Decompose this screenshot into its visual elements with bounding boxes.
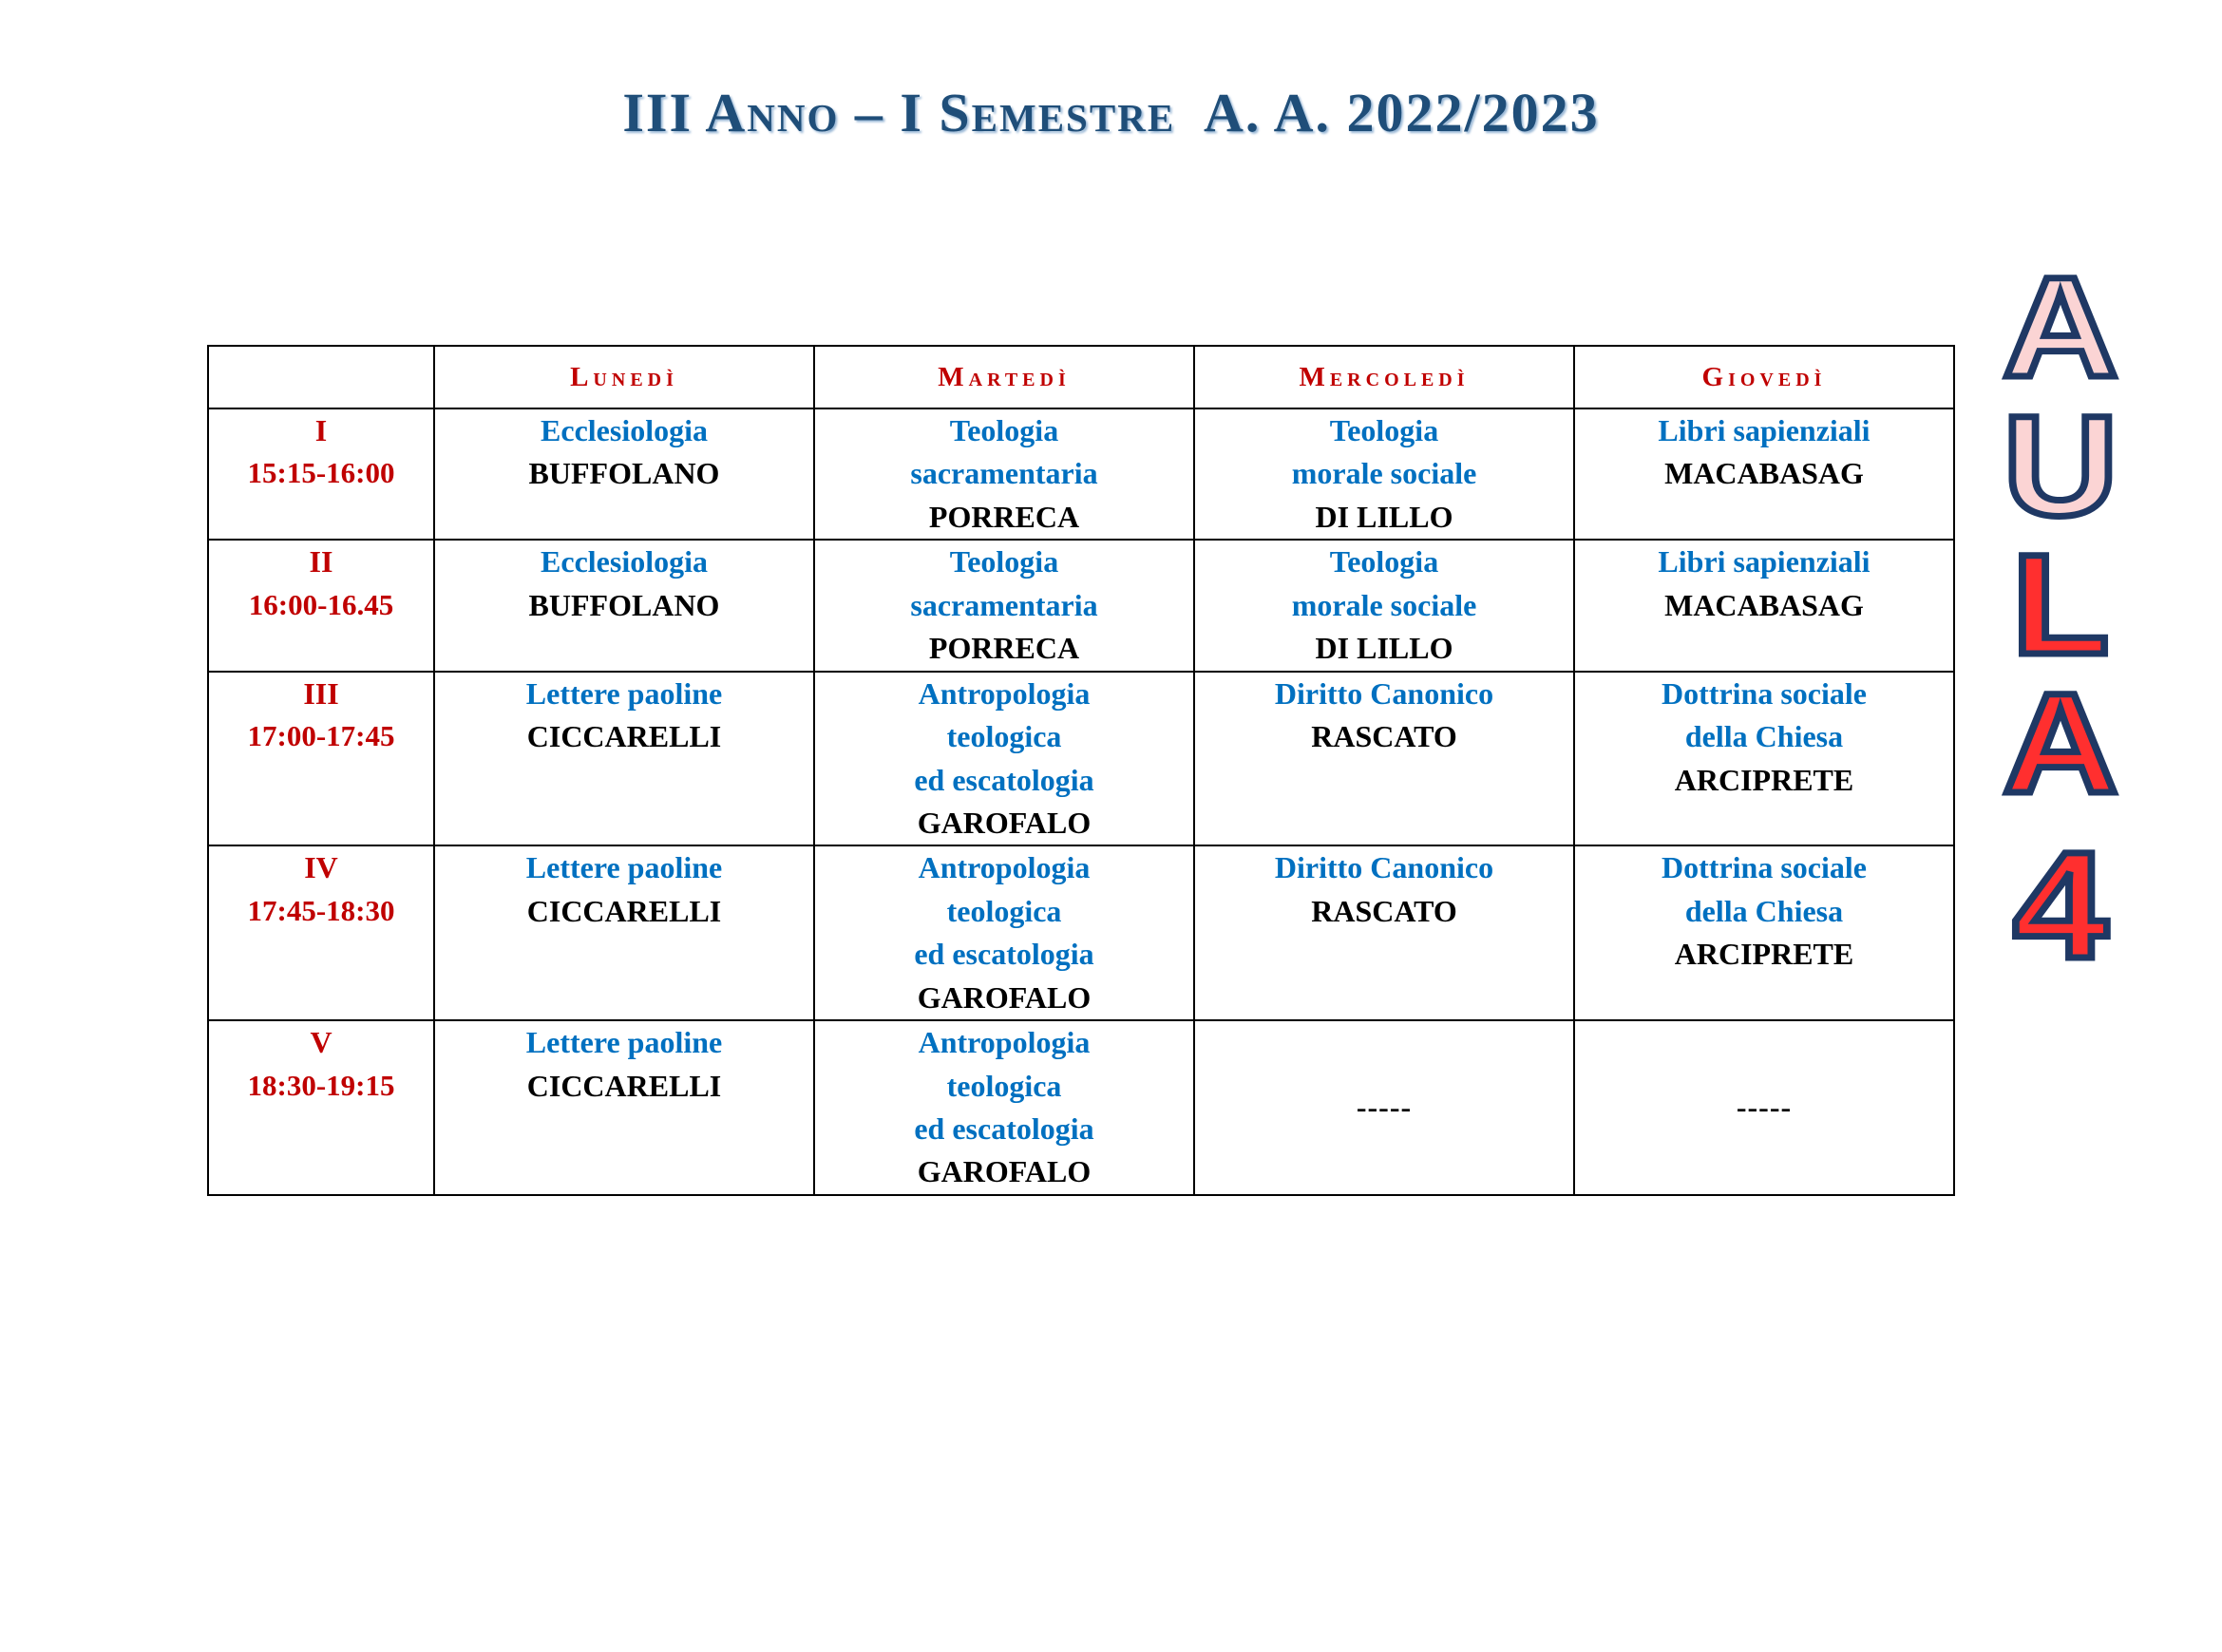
hour-cell xyxy=(208,845,434,1020)
lesson-subject: Ecclesiologia xyxy=(541,544,708,579)
lesson-subject: Dottrina sociale xyxy=(1662,850,1867,885)
hour-roman: II xyxy=(309,544,333,579)
lesson-cell xyxy=(1574,408,1954,540)
lesson-subject: Diritto Canonico xyxy=(1274,675,1494,711)
page-title: III Anno – I Semestre A. A. 2022/2023 xyxy=(622,82,1600,143)
lesson-subject: sacramentaria xyxy=(910,587,1098,622)
hour-range: 17:00-17:45 xyxy=(247,719,395,753)
lesson-cell xyxy=(1194,672,1574,846)
lesson-teacher: MACABASAG xyxy=(1664,456,1864,491)
room-sign xyxy=(1951,247,2170,990)
hour-range: 15:15-16:00 xyxy=(247,456,395,490)
lesson-cell xyxy=(1574,1020,1954,1195)
lesson-cell xyxy=(1194,540,1574,671)
lesson-subject: morale sociale xyxy=(1291,456,1477,491)
lesson-subject: Libri sapienziali xyxy=(1658,544,1871,579)
hour-range: 18:30-19:15 xyxy=(247,1068,395,1102)
lesson-teacher: PORRECA xyxy=(928,631,1080,666)
lesson-teacher: PORRECA xyxy=(928,499,1080,534)
room-sign-number: 4 xyxy=(2013,820,2108,990)
hour-roman: IV xyxy=(304,850,338,885)
lesson-teacher: CICCARELLI xyxy=(526,719,722,754)
lesson-subject: Teologia xyxy=(949,413,1059,447)
room-sign-letter-u: U xyxy=(2003,386,2118,545)
lesson-subject: Diritto Canonico xyxy=(1274,850,1494,885)
lesson-cell xyxy=(434,540,814,671)
lesson-cell xyxy=(434,408,814,540)
lesson-teacher: MACABASAG xyxy=(1664,587,1864,622)
lesson-teacher: GAROFALO xyxy=(917,1154,1092,1189)
hour-range: 16:00-16.45 xyxy=(248,587,394,621)
lesson-cell xyxy=(1194,845,1574,1020)
lesson-subject: Lettere paoline xyxy=(525,850,723,885)
lesson-subject: della Chiesa xyxy=(1684,893,1844,928)
lesson-teacher: GAROFALO xyxy=(917,805,1092,840)
lesson-subject: ed escatologia xyxy=(914,762,1094,797)
lesson-subject: Teologia xyxy=(949,544,1059,579)
hour-range: 17:45-18:30 xyxy=(247,893,395,927)
hour-cell xyxy=(208,540,434,671)
schedule-body xyxy=(208,408,1954,1195)
lesson-subject: sacramentaria xyxy=(910,456,1098,491)
lesson-subject: ed escatologia xyxy=(914,937,1094,972)
day-header-giovedi: Giovedì xyxy=(1574,346,1954,408)
lesson-subject: teologica xyxy=(946,719,1062,754)
table-header-row xyxy=(208,346,1954,408)
table-row xyxy=(208,540,1954,671)
lesson-cell xyxy=(434,1020,814,1195)
lesson-cell xyxy=(434,672,814,846)
room-sign-letter-a1: A xyxy=(2003,247,2118,407)
lesson-teacher: CICCARELLI xyxy=(526,1068,722,1103)
schedule-table xyxy=(207,345,1955,1196)
lesson-teacher: RASCATO xyxy=(1311,893,1457,928)
lesson-subject: teologica xyxy=(946,1068,1062,1103)
lesson-subject: Dottrina sociale xyxy=(1662,675,1867,711)
lesson-teacher: CICCARELLI xyxy=(526,893,722,928)
hour-cell xyxy=(208,408,434,540)
lesson-subject: Libri sapienziali xyxy=(1658,413,1871,447)
lesson-subject: Antropologia xyxy=(918,850,1091,885)
room-sign-letter-l: L xyxy=(2011,524,2110,684)
hour-roman: V xyxy=(310,1025,332,1060)
hour-cell xyxy=(208,1020,434,1195)
table-row xyxy=(208,1020,1954,1195)
lesson-subject: morale sociale xyxy=(1291,587,1477,622)
day-header-lunedi: Lunedì xyxy=(434,346,814,408)
lesson-subject: Lettere paoline xyxy=(525,1025,723,1060)
table-row xyxy=(208,408,1954,540)
lesson-empty: ----- xyxy=(1356,1090,1413,1125)
lesson-teacher: BUFFOLANO xyxy=(528,587,720,622)
lesson-subject: Teologia xyxy=(1329,544,1439,579)
lesson-cell xyxy=(814,672,1194,846)
hour-cell xyxy=(208,672,434,846)
lesson-subject: Antropologia xyxy=(918,1025,1091,1060)
lesson-cell xyxy=(1574,540,1954,671)
hour-roman: I xyxy=(314,413,328,447)
lesson-cell xyxy=(1574,845,1954,1020)
lesson-subject: Antropologia xyxy=(918,675,1091,711)
day-header-martedi: Martedì xyxy=(814,346,1194,408)
lesson-cell xyxy=(814,1020,1194,1195)
lesson-teacher: ARCIPRETE xyxy=(1674,937,1854,972)
lesson-cell xyxy=(1574,672,1954,846)
room-sign-letter-a2: A xyxy=(2003,663,2118,823)
lesson-subject: ed escatologia xyxy=(914,1111,1094,1146)
table-row xyxy=(208,845,1954,1020)
lesson-cell xyxy=(814,845,1194,1020)
lesson-teacher: BUFFOLANO xyxy=(528,456,720,491)
lesson-subject: Ecclesiologia xyxy=(541,413,708,447)
lesson-cell xyxy=(1194,1020,1574,1195)
table-corner-cell xyxy=(208,346,434,408)
lesson-teacher: DI LILLO xyxy=(1315,631,1453,666)
lesson-teacher: ARCIPRETE xyxy=(1674,762,1854,797)
day-header-mercoledi: Mercoledì xyxy=(1194,346,1574,408)
lesson-teacher: DI LILLO xyxy=(1315,499,1453,534)
lesson-empty: ----- xyxy=(1736,1090,1793,1125)
lesson-teacher: GAROFALO xyxy=(917,979,1092,1015)
lesson-subject: teologica xyxy=(946,893,1062,928)
hour-roman: III xyxy=(303,675,339,711)
lesson-subject: Lettere paoline xyxy=(525,675,723,711)
lesson-teacher: RASCATO xyxy=(1311,719,1457,754)
lesson-cell xyxy=(1194,408,1574,540)
schedule-container xyxy=(207,345,1955,1196)
lesson-subject: Teologia xyxy=(1329,413,1439,447)
lesson-cell xyxy=(434,845,814,1020)
lesson-subject: della Chiesa xyxy=(1684,719,1844,754)
table-row xyxy=(208,672,1954,846)
lesson-cell xyxy=(814,408,1194,540)
lesson-cell xyxy=(814,540,1194,671)
